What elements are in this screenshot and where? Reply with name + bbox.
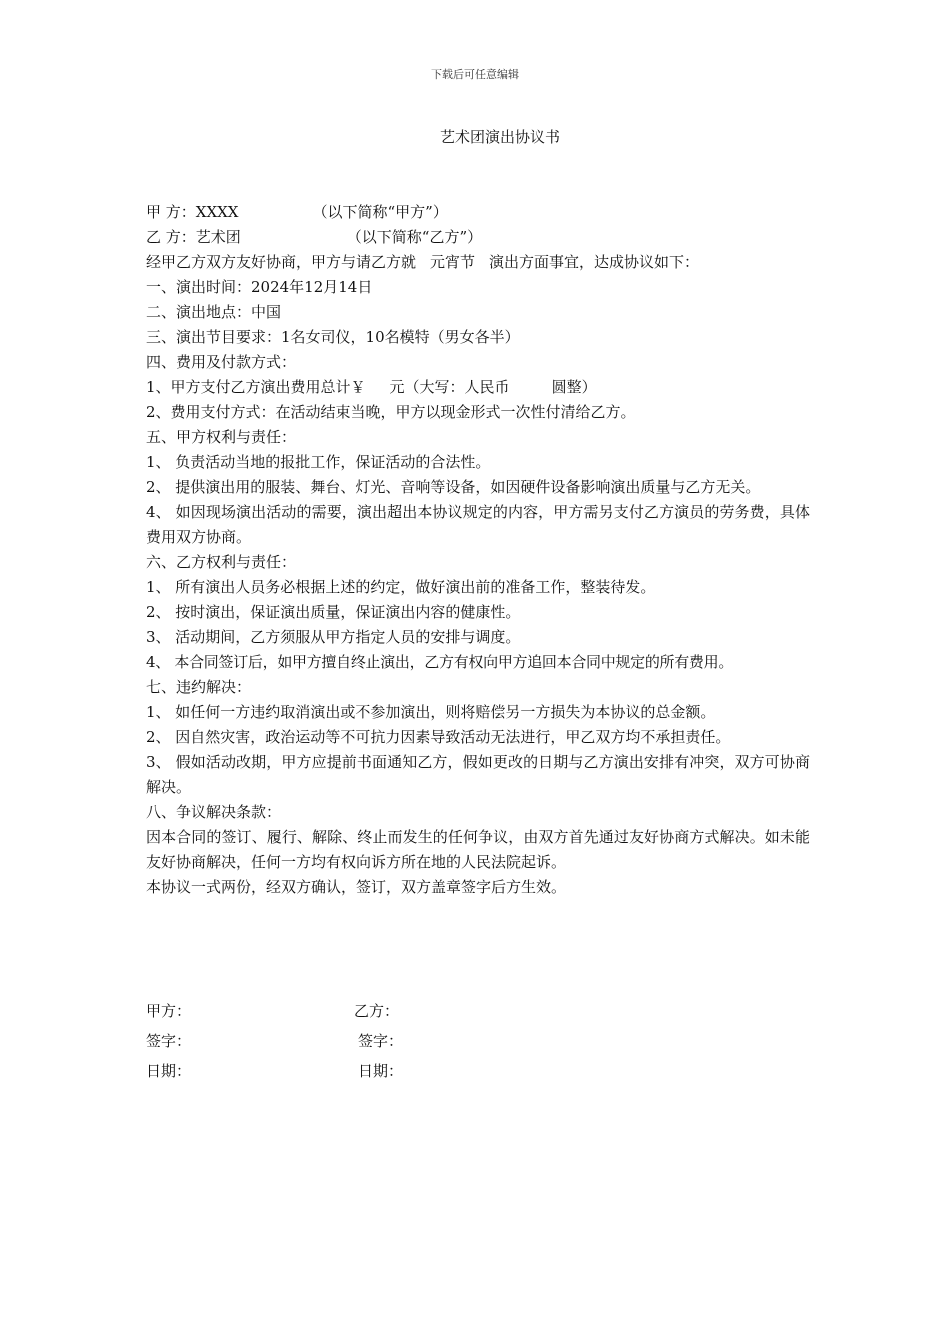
section-4-item-1	[146, 375, 810, 400]
party-a-label: 甲 方：XXXX	[146, 203, 239, 221]
section-4-heading: 四、费用及付款方式：	[146, 353, 297, 371]
section-4-item-2: 2、费用支付方式：在活动结束当晚，甲方以现金形式一次性付清给乙方。	[146, 403, 636, 421]
section-6-item: 1、 所有演出人员务必根据上述的约定，做好演出前的准备工作，整装待发。	[146, 578, 656, 596]
party-a-alias: （以下简称“甲方”）	[312, 203, 448, 221]
signature-row	[146, 996, 810, 1026]
intro-event: 元宵节	[430, 253, 476, 271]
section-6-item: 2、 按时演出，保证演出质量，保证演出内容的健康性。	[146, 603, 521, 621]
intro-text-2: 演出方面事宜，达成协议如下：	[489, 253, 700, 271]
section-5-heading: 五、甲方权利与责任：	[146, 428, 297, 446]
section-5-item: 2、 提供演出用的服装、舞台、灯光、音响等设备，如因硬件设备影响演出质量与乙方无关。	[146, 478, 761, 496]
party-b-date-label: 日期：	[358, 1062, 404, 1080]
party-b-sign-label: 乙方：	[354, 1002, 400, 1020]
signature-row	[146, 1026, 810, 1056]
section-1-time: 一、演出时间：2024年12月14日	[146, 278, 373, 296]
signature-row	[146, 1056, 810, 1086]
fee-text-3: 圆整）	[551, 378, 597, 396]
fee-text-2: 元（大写：人民币	[389, 378, 510, 396]
party-a-date-label: 日期：	[146, 1062, 192, 1080]
section-3-program: 三、演出节目要求：1名女司仪，10名模特（男女各半）	[146, 328, 520, 346]
page-header: 下载后可任意编辑	[431, 68, 519, 81]
section-5-item: 4、 如因现场演出活动的需要，演出超出本协议规定的内容，甲方需另支付乙方演员的劳务费，具体费用双方协商。	[146, 503, 810, 546]
document-title: 艺术团演出协议书	[440, 128, 561, 146]
section-6-heading: 六、乙方权利与责任：	[146, 553, 297, 571]
contract-body	[146, 200, 810, 900]
section-8-text: 因本合同的签订、履行、解除、终止而发生的任何争议，由双方首先通过友好协商方式解决。如未能友好协商解决，任何一方均有权向诉方所在地的人民法院起诉。	[146, 828, 810, 871]
section-6-item: 4、 本合同签订后，如甲方擅自终止演出，乙方有权向甲方追回本合同中规定的所有费用。	[146, 653, 734, 671]
party-b-line	[146, 225, 810, 250]
closing-statement: 本协议一式两份，经双方确认，签订，双方盖章签字后方生效。	[146, 878, 567, 896]
section-2-location: 二、演出地点：中国	[146, 303, 282, 321]
section-7-item: 2、 因自然灾害，政治运动等不可抗力因素导致活动无法进行，甲乙双方均不承担责任。	[146, 728, 731, 746]
party-a-sign-label: 甲方：	[146, 1002, 192, 1020]
party-b-signature-label: 签字：	[358, 1032, 404, 1050]
intro-text-1: 经甲乙方双方友好协商，甲方与请乙方就	[146, 253, 417, 271]
section-7-item: 1、 如任何一方违约取消演出或不参加演出，则将赔偿另一方损失为本协议的总金额。	[146, 703, 716, 721]
party-a-signature-label: 签字：	[146, 1032, 192, 1050]
section-6-item: 3、 活动期间，乙方须服从甲方指定人员的安排与调度。	[146, 628, 521, 646]
intro-line	[146, 250, 810, 275]
party-b-label: 乙 方：艺术团	[146, 228, 241, 246]
party-a-line	[146, 200, 810, 225]
fee-text-1: 1、甲方支付乙方演出费用总计￥	[146, 378, 366, 396]
signature-block	[146, 996, 810, 1086]
section-7-heading: 七、违约解决：	[146, 678, 252, 696]
section-5-item: 1、 负责活动当地的报批工作，保证活动的合法性。	[146, 453, 491, 471]
section-8-heading: 八、争议解决条款：	[146, 803, 282, 821]
party-b-alias: （以下简称“乙方”）	[346, 228, 483, 246]
section-7-item: 3、 假如活动改期，甲方应提前书面通知乙方，假如更改的日期与乙方演出安排有冲突，双方可协商解决。	[146, 753, 810, 796]
